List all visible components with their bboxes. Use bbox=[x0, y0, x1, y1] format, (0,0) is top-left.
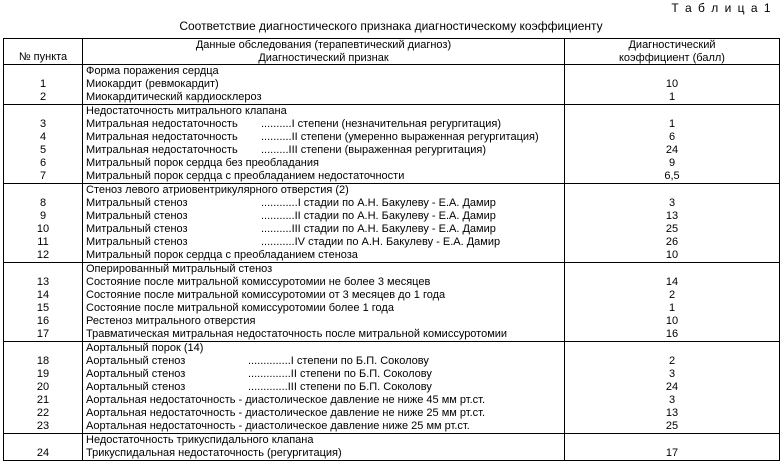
row-sign-detail bbox=[261, 197, 496, 210]
row-number: 18 bbox=[36, 355, 50, 367]
row-sign-degree: II стадии по А.Н. Бакулеву - Е.А. Дамир bbox=[294, 210, 496, 222]
row-number: 2 bbox=[39, 91, 47, 103]
row-sign-degree: III степени (выраженная регургитация) bbox=[288, 144, 487, 156]
row-coefficient: 10 bbox=[665, 315, 679, 327]
row-sign-detail bbox=[248, 355, 429, 368]
row-sign-name: Митральный стеноз bbox=[86, 210, 188, 222]
header-num: № пункта bbox=[4, 39, 83, 65]
row-sign: Аортальная недостаточность - диастолическое давление ниже 25 мм рт.ст. bbox=[86, 420, 470, 432]
row-sign: Трикуспидальная недостаточность (регургитация) bbox=[86, 447, 342, 459]
group-title: Форма поражения сердца bbox=[86, 65, 219, 77]
row-sign-detail bbox=[261, 236, 500, 249]
group-text-cell bbox=[83, 342, 565, 434]
row-coefficient: 3 bbox=[668, 394, 676, 406]
row-coefficient: 6 bbox=[668, 131, 676, 143]
dot-leader: .......... bbox=[261, 223, 292, 235]
row-coefficient: 2 bbox=[668, 289, 676, 301]
group-text-cell bbox=[83, 65, 565, 105]
group-text-cell bbox=[83, 105, 565, 184]
row-coefficient: 10 bbox=[665, 249, 679, 261]
header-coef-line1: Диагностический bbox=[628, 39, 716, 51]
row-coefficient: 1 bbox=[668, 302, 676, 314]
row-sign-degree: III стадии по А.Н. Бакулеву - Е.А. Дамир bbox=[291, 223, 496, 235]
row-sign-degree: I степени по Б.П. Соколову bbox=[290, 355, 429, 367]
group-title: Аортальный порок (14) bbox=[86, 342, 204, 354]
row-sign bbox=[83, 210, 564, 223]
table-group bbox=[4, 263, 780, 342]
group-num-cell bbox=[4, 184, 83, 263]
row-sign-degree: I степени (незначительная регургитация) bbox=[291, 118, 502, 130]
row-number: 12 bbox=[36, 249, 50, 261]
group-num-cell bbox=[4, 434, 83, 461]
dot-leader: ......... bbox=[261, 144, 289, 156]
table-body bbox=[4, 65, 780, 461]
row-number: 3 bbox=[39, 118, 47, 130]
row-sign: Состояние после митральной комиссуротомии от 3 месяцев до 1 года bbox=[86, 289, 446, 301]
row-sign-name: Аортальный стеноз bbox=[86, 355, 186, 367]
group-text-cell bbox=[83, 263, 565, 342]
header-row bbox=[4, 39, 780, 65]
row-sign bbox=[83, 223, 564, 236]
row-sign-detail bbox=[261, 131, 539, 144]
group-coef-cell bbox=[565, 263, 780, 342]
group-coef-cell bbox=[565, 184, 780, 263]
dot-leader: ............. bbox=[248, 381, 288, 393]
table-group bbox=[4, 65, 780, 105]
row-number: 1 bbox=[39, 78, 47, 90]
group-num-cell bbox=[4, 105, 83, 184]
row-number: 17 bbox=[36, 328, 50, 340]
row-sign bbox=[83, 131, 564, 144]
row-sign-detail bbox=[248, 368, 432, 381]
group-title: Стеноз левого атриовентрикулярного отверстия (2) bbox=[86, 184, 349, 196]
group-text-cell bbox=[83, 434, 565, 461]
row-coefficient: 13 bbox=[665, 407, 679, 419]
row-sign-name: Митральный стеноз bbox=[86, 197, 188, 209]
row-number: 15 bbox=[36, 302, 50, 314]
table-title: Соответствие диагностического признака диагностическому коэффициенту bbox=[179, 19, 603, 33]
diagnostic-coefficient-table bbox=[3, 38, 780, 461]
row-sign bbox=[83, 368, 564, 381]
row-sign-name: Аортальный стеноз bbox=[86, 368, 186, 380]
header-coef-line2: коэффициент (балл) bbox=[619, 51, 725, 64]
row-number: 6 bbox=[39, 157, 47, 169]
dot-leader: ............ bbox=[261, 197, 298, 209]
row-sign-degree: IV стадии по А.Н. Бакулеву - Е.А. Дамир bbox=[294, 236, 501, 248]
row-number: 7 bbox=[39, 170, 47, 182]
row-coefficient: 10 bbox=[665, 78, 679, 90]
row-coefficient: 9 bbox=[668, 157, 676, 169]
group-title: Недостаточность митрального клапана bbox=[86, 105, 287, 117]
row-coefficient: 24 bbox=[665, 381, 679, 393]
row-sign: Миокардитический кардиосклероз bbox=[86, 91, 262, 103]
group-title: Недостаточность трикуспидального клапана bbox=[86, 434, 314, 446]
group-coef-cell bbox=[565, 65, 780, 105]
row-sign-detail bbox=[261, 223, 496, 236]
group-num-cell bbox=[4, 65, 83, 105]
row-sign bbox=[83, 381, 564, 394]
row-sign-name: Аортальный стеноз bbox=[86, 381, 186, 393]
row-number: 4 bbox=[39, 131, 47, 143]
row-sign-name: Митральный стеноз bbox=[86, 223, 188, 235]
row-number: 22 bbox=[36, 407, 50, 419]
row-coefficient: 17 bbox=[665, 447, 679, 459]
row-number: 24 bbox=[36, 447, 50, 459]
row-sign bbox=[83, 118, 564, 131]
table-group bbox=[4, 342, 780, 434]
row-number: 19 bbox=[36, 368, 50, 380]
row-number: 16 bbox=[36, 315, 50, 327]
table-number-label: Т а б л и ц а 1 bbox=[671, 1, 772, 15]
dot-leader: ........... bbox=[261, 210, 295, 222]
row-number: 9 bbox=[39, 210, 47, 222]
row-sign-degree: II степени по Б.П. Соколову bbox=[290, 368, 432, 380]
row-number: 13 bbox=[36, 276, 50, 288]
row-sign: Аортальная недостаточность - диастолическое давление не ниже 45 мм рт.ст. bbox=[86, 394, 486, 406]
row-coefficient: 6,5 bbox=[664, 170, 680, 182]
dot-leader: .......... bbox=[261, 118, 292, 130]
row-number: 10 bbox=[36, 223, 50, 235]
row-sign-name: Митральная недостаточность bbox=[86, 131, 238, 143]
row-number: 23 bbox=[36, 420, 50, 432]
row-coefficient: 26 bbox=[665, 236, 679, 248]
row-sign-degree: III степени по Б.П. Соколову bbox=[287, 381, 432, 393]
row-sign: Митральный порок сердца с преобладанием недостаточности bbox=[86, 170, 405, 182]
row-sign bbox=[83, 144, 564, 157]
row-sign: Митральный порок сердца без преобладания bbox=[86, 157, 319, 169]
row-sign: Травматическая митральная недостаточность после митральной комиссуротомии bbox=[86, 328, 508, 340]
table-group bbox=[4, 184, 780, 263]
header-data-line2: Диагностический признак bbox=[258, 51, 389, 64]
header-coefficient bbox=[565, 39, 780, 65]
dot-leader: .......... bbox=[261, 131, 292, 143]
dot-leader: ........... bbox=[261, 236, 295, 248]
row-number: 14 bbox=[36, 289, 50, 301]
row-coefficient: 13 bbox=[665, 210, 679, 222]
group-text-cell bbox=[83, 184, 565, 263]
table-group bbox=[4, 105, 780, 184]
row-number: 11 bbox=[37, 236, 49, 248]
group-coef-cell bbox=[565, 105, 780, 184]
table-group bbox=[4, 434, 780, 461]
row-sign: Аортальная недостаточность - диастолическое давление не ниже 25 мм рт.ст. bbox=[86, 407, 486, 419]
row-sign-degree: I стадии по А.Н. Бакулеву - Е.А. Дамир bbox=[297, 197, 496, 209]
row-sign: Митральный порок сердца с преобладанием стеноза bbox=[86, 249, 358, 261]
row-sign: Состояние после митральной комиссуротомии более 1 года bbox=[86, 302, 394, 314]
row-coefficient: 1 bbox=[668, 91, 676, 103]
row-sign-name: Митральная недостаточность bbox=[86, 144, 238, 156]
row-sign: Состояние после митральной комиссуротомии не более 3 месяцев bbox=[86, 276, 431, 288]
row-coefficient: 25 bbox=[665, 420, 679, 432]
row-sign: Рестеноз митрального отверстия bbox=[86, 315, 256, 327]
row-coefficient: 16 bbox=[665, 328, 679, 340]
row-sign bbox=[83, 355, 564, 368]
row-sign-detail bbox=[248, 381, 432, 394]
group-num-cell bbox=[4, 342, 83, 434]
dot-leader: .............. bbox=[248, 355, 291, 367]
row-sign bbox=[83, 197, 564, 210]
row-coefficient: 3 bbox=[668, 197, 676, 209]
group-coef-cell bbox=[565, 434, 780, 461]
row-coefficient: 2 bbox=[668, 355, 676, 367]
row-number: 20 bbox=[36, 381, 50, 393]
row-number: 21 bbox=[36, 394, 50, 406]
row-number: 8 bbox=[39, 197, 47, 209]
row-sign: Миокардит (ревмокардит) bbox=[86, 78, 219, 90]
header-data bbox=[83, 39, 565, 65]
row-coefficient: 3 bbox=[668, 368, 676, 380]
row-sign-detail bbox=[261, 118, 501, 131]
row-sign-detail bbox=[261, 144, 486, 157]
row-coefficient: 25 bbox=[665, 223, 679, 235]
header-data-line1: Данные обследования (терапевтический диагноз) bbox=[195, 39, 452, 51]
row-sign-name: Митральная недостаточность bbox=[86, 118, 238, 130]
row-sign bbox=[83, 236, 564, 249]
dot-leader: .............. bbox=[248, 368, 291, 380]
row-sign-degree: II степени (умеренно выраженная регургитация) bbox=[291, 131, 539, 143]
group-coef-cell bbox=[565, 342, 780, 434]
group-num-cell bbox=[4, 263, 83, 342]
row-sign-detail bbox=[261, 210, 496, 223]
row-coefficient: 14 bbox=[665, 276, 679, 288]
row-sign-name: Митральный стеноз bbox=[86, 236, 188, 248]
row-coefficient: 1 bbox=[668, 118, 676, 130]
row-number: 5 bbox=[39, 144, 47, 156]
group-title: Оперированный митральный стеноз bbox=[86, 263, 273, 275]
row-coefficient: 24 bbox=[665, 144, 679, 156]
